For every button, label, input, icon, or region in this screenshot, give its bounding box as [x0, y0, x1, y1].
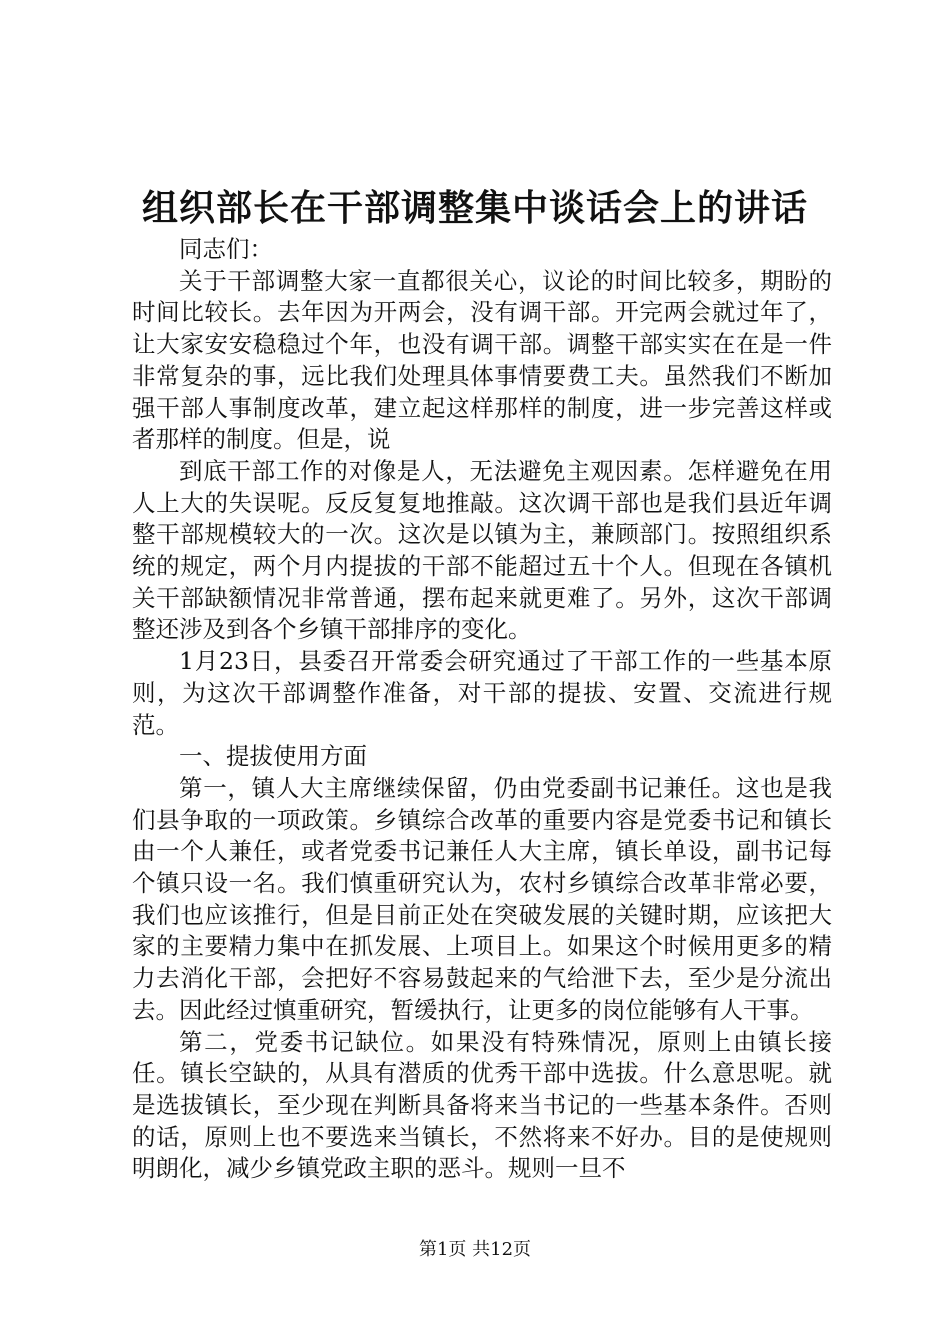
paragraph-5: 第一，镇人大主席继续保留，仍由党委副书记兼任。这也是我们县争取的一项政策。乡镇综合改革的重要内容是党委书记和镇长由一个人兼任，或者党委书记兼任人大主席，镇长单设，副书记每个镇只设一名。我们慎重研究认为，农村乡镇综合改革非常必要，我们也应该推行，但是目前正处在突破发展的关键时期，应该把大家的主要精力集中在抓发展、上项目上。如果这个时候用更多的精力去消化干部，会把好不容易鼓起来的气给泄下去，至少是分流出去。因此经过慎重研究，暂缓执行，让更多的岗位能够有人干事。 — [132, 773, 832, 1024]
document-body — [132, 234, 832, 1185]
paragraph-3: 1月23日，县委召开常委会研究通过了干部工作的一些基本原则，为这次干部调整作准备，对干部的提拔、安置、交流进行规范。 — [132, 647, 832, 739]
section-heading: 一、提拔使用方面 — [179, 742, 367, 771]
paragraph-2: 到底干部工作的对像是人，无法避免主观因素。怎样避免在用人上大的失误呢。反反复复地推敲。这次调干部也是我们县近年调整干部规模较大的一次。这次是以镇为主，兼顾部门。按照组织系统的规定，两个月内提拔的干部不能超过五十个人。但现在各镇机关干部缺额情况非常普通，摆布起来就更难了。另外，这次干部调整还涉及到各个乡镇干部排序的变化。 — [132, 456, 832, 644]
paragraph-6: 第二，党委书记缺位。如果没有特殊情况，原则上由镇长接任。镇长空缺的，从具有潜质的优秀干部中选拔。什么意思呢。就是选拔镇长，至少现在判断具备将来当书记的一些基本条件。否则的话，原则上也不要选来当镇长，不然将来不好办。目的是使规则明朗化，减少乡镇党政主职的恶斗。规则一旦不 — [132, 1027, 832, 1183]
paragraph-salutation: 同志们： — [179, 235, 273, 263]
paragraph-1: 关于干部调整大家一直都很关心，议论的时间比较多，期盼的时间比较长。去年因为开两会，没有调干部。开完两会就过年了，让大家安安稳稳过个年，也没有调干部。调整干部实实在在是一件非常复杂的事，远比我们处理具体事情要费工夫。虽然我们不断加强干部人事制度改革，建立起这样那样的制度，进一步完善这样或者那样的制度。但是，说 — [132, 266, 832, 454]
document-title: 组织部长在干部调整集中谈话会上的讲话 — [141, 187, 808, 229]
page-number-footer: 第1页 共12页 — [418, 1239, 532, 1260]
